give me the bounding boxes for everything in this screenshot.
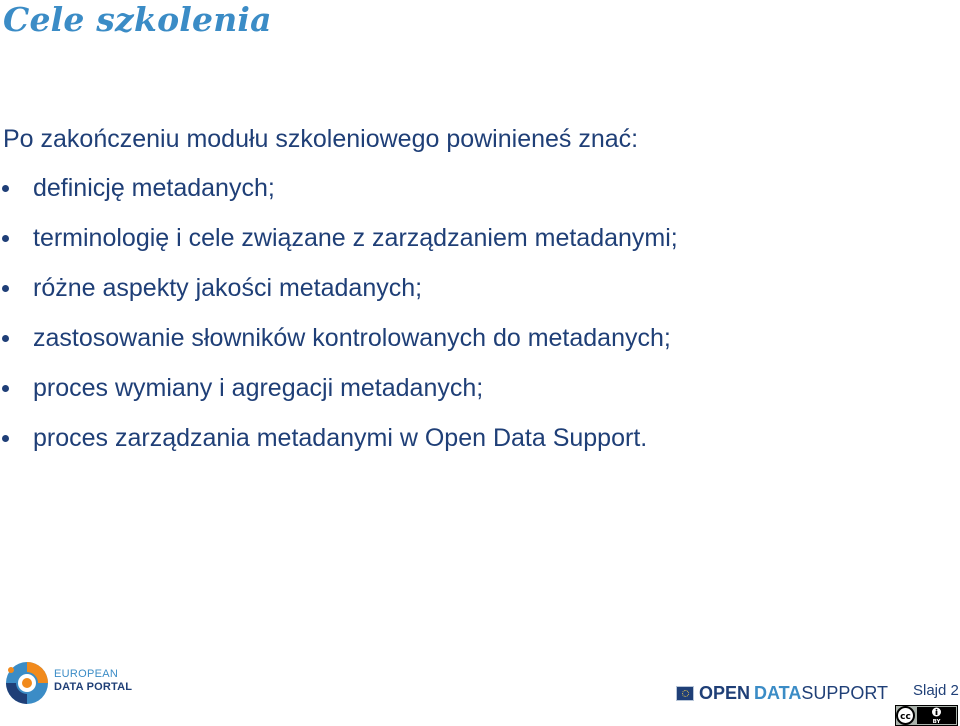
ods-support-text: SUPPORT [801, 683, 889, 703]
bullet-icon [2, 185, 9, 192]
ods-data-text: DATA [754, 683, 802, 703]
intro-text: Po zakończeniu modułu szkoleniowego powinieneś znać: [3, 125, 639, 153]
edp-wordmark [54, 668, 132, 694]
cc-text: cc [900, 712, 911, 722]
european-data-portal-logo [4, 660, 134, 706]
list-item-text: zastosowanie słowników kontrolowanych do metadanych; [33, 324, 671, 352]
eu-flag-icon [676, 686, 694, 701]
bullet-icon [2, 235, 9, 242]
slide-number: Slajd 2 [913, 682, 959, 699]
bullet-icon [2, 385, 9, 392]
european-data-portal-icon [4, 660, 50, 706]
list-item-text: definicję metadanych; [33, 174, 275, 202]
list-item-text: różne aspekty jakości metadanych; [33, 274, 423, 302]
edp-line2: DATA PORTAL [54, 681, 133, 693]
list-item-text: terminologię i cele związane z zarządzaniem metadanymi; [33, 224, 678, 252]
open-data-support-logo [676, 683, 888, 707]
bullet-icon [2, 435, 9, 442]
ods-open-text: OPEN [699, 683, 751, 703]
slide-title: Cele szkolenia [3, 0, 272, 39]
by-text: BY [932, 719, 941, 725]
edp-line1: EUROPEAN [54, 668, 119, 680]
list-item-text: proces zarządzania metadanymi w Open Data Support. [33, 424, 648, 452]
list-item-text: proces wymiany i agregacji metadanych; [33, 374, 484, 402]
creative-commons-by-icon [895, 705, 958, 726]
bullet-icon [2, 285, 9, 292]
bullet-icon [2, 335, 9, 342]
